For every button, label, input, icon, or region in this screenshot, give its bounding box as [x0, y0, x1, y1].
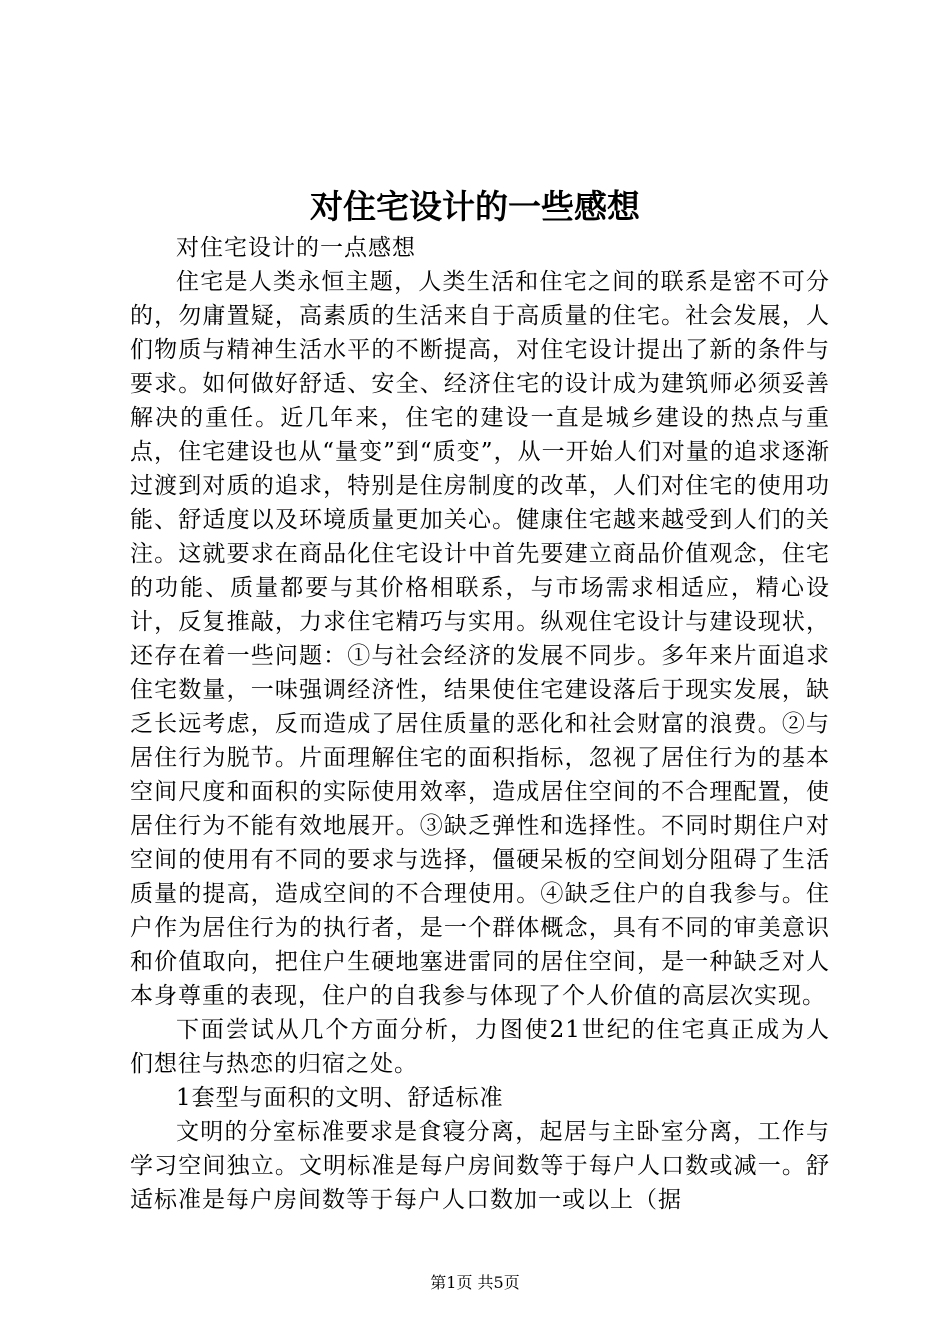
document-title: 对住宅设计的一些感想	[310, 187, 640, 226]
page-number-footer: 第1页 共5页	[430, 1273, 520, 1292]
body-paragraph: 下面尝试从几个方面分析，力图使21世纪的住宅真正成为人们想往与热恋的归宿之处。	[130, 1017, 830, 1077]
section-heading: 1套型与面积的文明、舒适标准	[176, 1085, 504, 1111]
subtitle-paragraph: 对住宅设计的一点感想	[176, 235, 416, 261]
body-paragraph: 文明的分室标准要求是食寝分离，起居与主卧室分离，工作与学习空间独立。文明标准是每户房间数等于每户人口数或减一。舒适标准是每户房间数等于每户人口数加一或以上（据	[130, 1119, 830, 1213]
body-paragraph: 住宅是人类永恒主题，人类生活和住宅之间的联系是密不可分的，勿庸置疑，高素质的生活来自于高质量的住宅。社会发展，人们物质与精神生活水平的不断提高，对住宅设计提出了新的条件与要求。如何做好舒适、安全、经济住宅的设计成为建筑师必须妥善解决的重任。近几年来，住宅的建设一直是城乡建设的热点与重点，住宅建设也从“量变”到“质变”，从一开始人们对量的追求逐渐过渡到对质的追求，特别是住房制度的改革，人们对住宅的使用功能、舒适度以及环境质量更加关心。健康住宅越来越受到人们的关注。这就要求在商品化住宅设计中首先要建立商品价值观念，住宅的功能、质量都要与其价格相联系，与市场需求相适应，精心设计，反复推敲，力求住宅精巧与实用。纵观住宅设计与建设现状，还存在着一些问题：①与社会经济的发展不同步。多年来片面追求住宅数量，一味强调经济性，结果使住宅建设落后于现实发展，缺乏长远考虑，反而造成了居住质量的恶化和社会财富的浪费。②与居住行为脱节。片面理解住宅的面积指标，忽视了居住行为的基本空间尺度和面积的实际使用效率，造成居住空间的不合理配置，使居住行为不能有效地展开。③缺乏弹性和选择性。不同时期住户对空间的使用有不同的要求与选择，僵硬呆板的空间划分阻碍了生活质量的提高，造成空间的不合理使用。④缺乏住户的自我参与。住户作为居住行为的执行者，是一个群体概念，具有不同的审美意识和价值取向，把住户生硬地塞进雷同的居住空间，是一种缺乏对人本身尊重的表现，住户的自我参与体现了个人价值的高层次实现。	[130, 269, 830, 1009]
document-body	[130, 231, 830, 1217]
